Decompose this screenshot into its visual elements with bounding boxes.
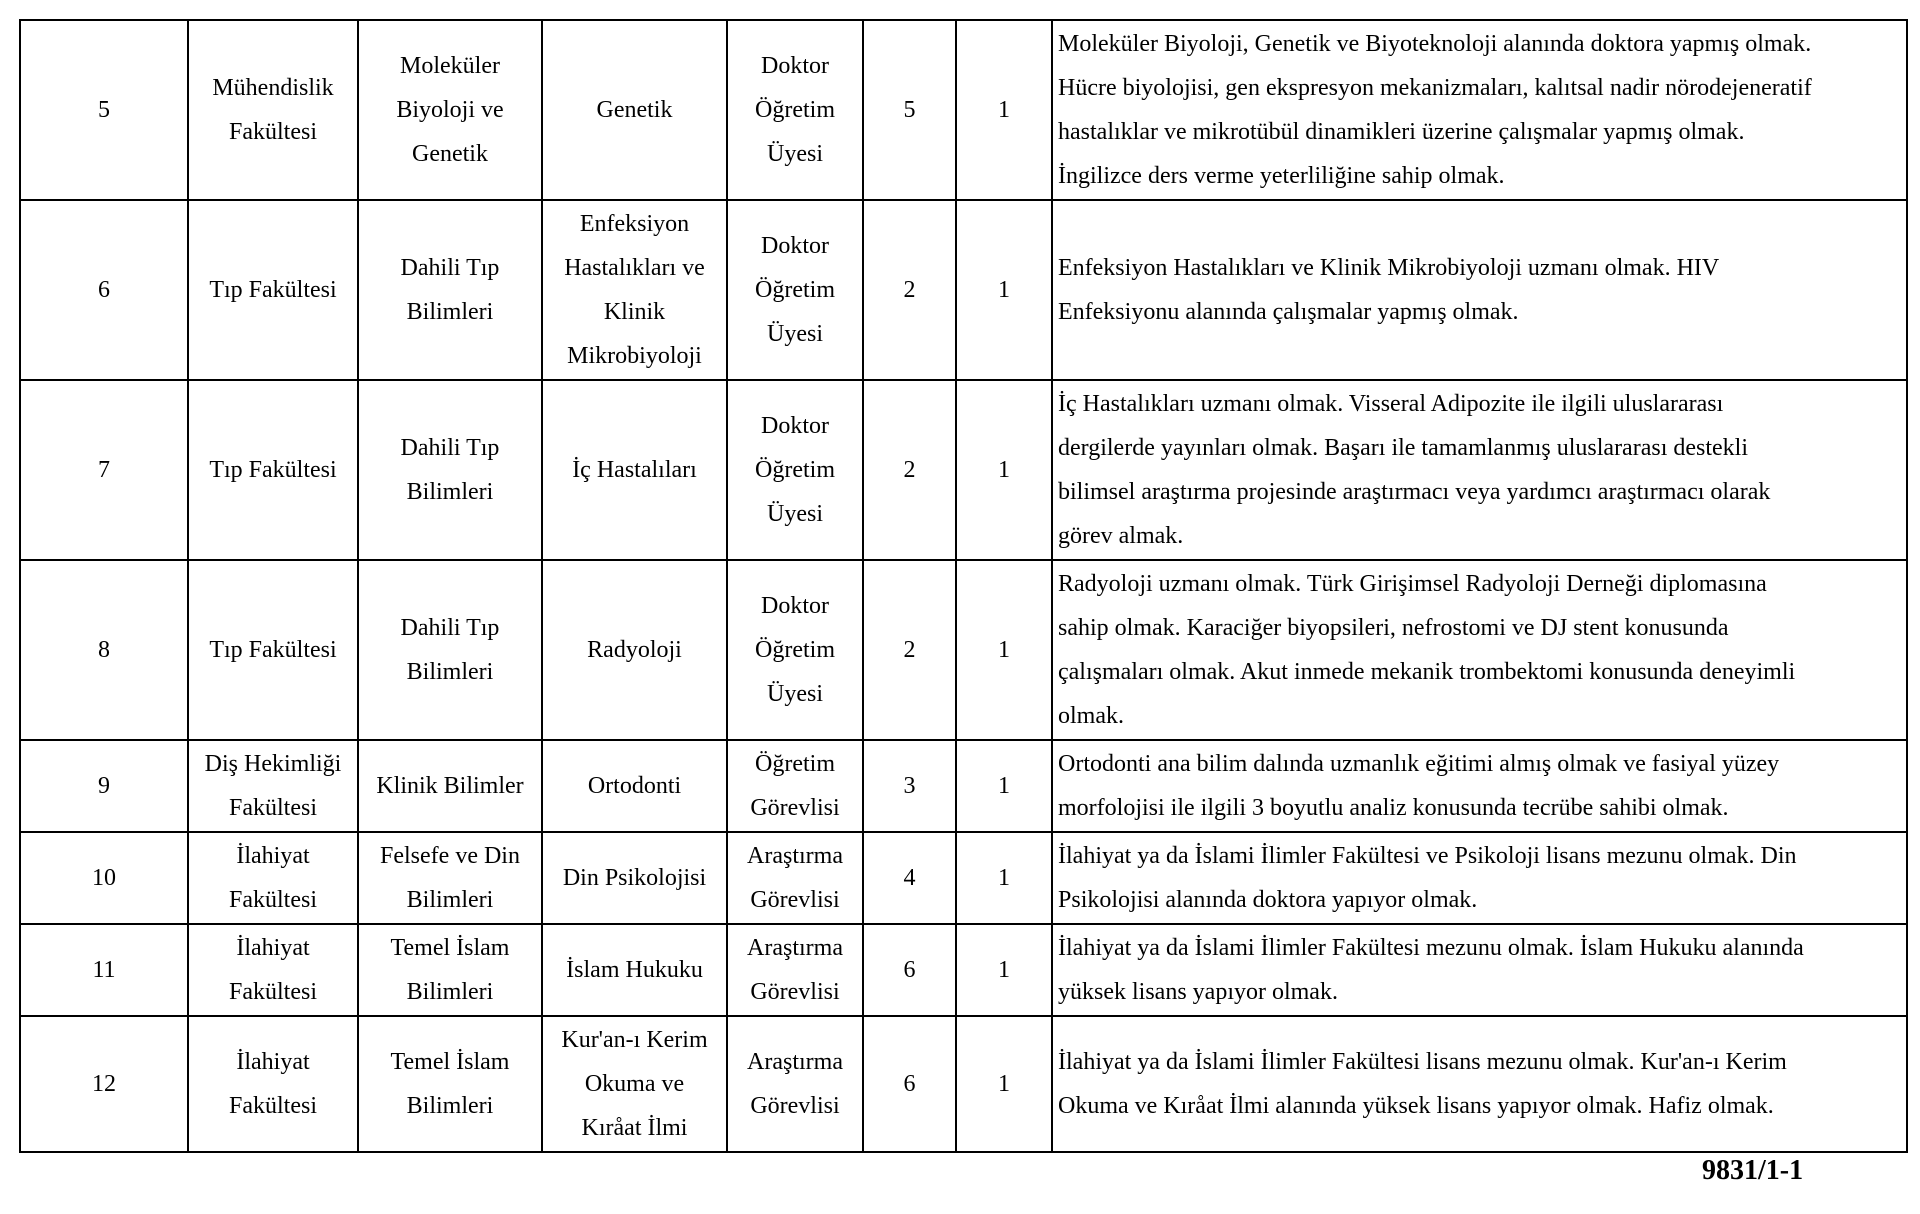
cell-line: Bilimleri xyxy=(406,979,494,1005)
cell-line: Öğretim xyxy=(755,457,835,483)
cell-line: İlahiyat xyxy=(236,843,310,869)
cell-program xyxy=(542,1016,727,1152)
cell-line: Biyoloji ve xyxy=(396,97,504,123)
cell-line: Görevlisi xyxy=(750,979,840,1005)
cell-line: Araştırma xyxy=(747,843,843,869)
table-row xyxy=(20,1016,1907,1152)
cell-degree: 3 xyxy=(863,740,956,832)
requirement-line: morfolojisi ile ilgili 3 boyutlu analiz konusunda tecrübe sahibi olmak. xyxy=(1058,795,1729,821)
requirement-line: yüksek lisans yapıyor olmak. xyxy=(1058,979,1338,1005)
cell-no: 11 xyxy=(20,924,188,1016)
cell-line: Fakültesi xyxy=(229,795,317,821)
cell-count: 1 xyxy=(956,924,1052,1016)
cell-requirements xyxy=(1052,200,1907,380)
cell-line: Öğretim xyxy=(755,277,835,303)
cell-line: Fakültesi xyxy=(229,119,317,145)
cell-title xyxy=(727,924,863,1016)
table-row xyxy=(20,832,1907,924)
cell-line: İç Hastalıları xyxy=(572,457,697,483)
requirement-line: olmak. xyxy=(1058,703,1124,729)
cell-line: Araştırma xyxy=(747,935,843,961)
cell-line: Doktor xyxy=(761,53,829,79)
cell-line: Bilimleri xyxy=(406,1093,494,1119)
cell-program xyxy=(542,924,727,1016)
cell-line: Klinik Bilimler xyxy=(376,773,524,799)
cell-requirements xyxy=(1052,924,1907,1016)
cell-title xyxy=(727,560,863,740)
cell-degree: 2 xyxy=(863,380,956,560)
document-code: 9831/1-1 xyxy=(1702,1155,1804,1186)
requirement-line: İlahiyat ya da İslami İlimler Fakültesi lisans mezunu olmak. Kur'an-ı Kerim xyxy=(1058,1049,1787,1075)
cell-department xyxy=(358,832,542,924)
cell-line: Tıp Fakültesi xyxy=(209,637,337,663)
requirement-line: bilimsel araştırma projesinde araştırmacı veya yardımcı araştırmacı olarak xyxy=(1058,479,1771,505)
cell-count: 1 xyxy=(956,200,1052,380)
cell-program xyxy=(542,200,727,380)
cell-no: 7 xyxy=(20,380,188,560)
requirement-line: Psikolojisi alanında doktora yapıyor olmak. xyxy=(1058,887,1478,913)
cell-line: Hastalıkları ve xyxy=(564,255,705,281)
cell-line: Mühendislik xyxy=(212,75,334,101)
cell-requirements xyxy=(1052,740,1907,832)
cell-line: Bilimleri xyxy=(406,659,494,685)
cell-line: Diş Hekimliği xyxy=(204,751,342,777)
cell-line: Görevlisi xyxy=(750,887,840,913)
cell-requirements xyxy=(1052,20,1907,200)
cell-faculty xyxy=(188,1016,358,1152)
requirement-line: sahip olmak. Karaciğer biyopsileri, nefrostomi ve DJ stent konusunda xyxy=(1058,615,1729,641)
cell-line: Klinik xyxy=(603,299,666,325)
cell-count: 1 xyxy=(956,560,1052,740)
table-row xyxy=(20,200,1907,380)
cell-line: Öğretim xyxy=(755,637,835,663)
table-row xyxy=(20,560,1907,740)
requirement-line: çalışmaları olmak. Akut inmede mekanik trombektomi konusunda deneyimli xyxy=(1058,659,1796,685)
cell-line: Üyesi xyxy=(767,681,823,707)
cell-faculty xyxy=(188,924,358,1016)
cell-program xyxy=(542,740,727,832)
cell-count: 1 xyxy=(956,740,1052,832)
requirement-line: dergilerde yayınları olmak. Başarı ile tamamlanmış uluslararası destekli xyxy=(1058,435,1749,461)
requirement-line: Radyoloji uzmanı olmak. Türk Girişimsel Radyoloji Derneği diplomasına xyxy=(1058,571,1767,597)
cell-degree: 2 xyxy=(863,560,956,740)
requirement-line: görev almak. xyxy=(1058,523,1184,549)
cell-line: Üyesi xyxy=(767,501,823,527)
cell-department xyxy=(358,380,542,560)
cell-faculty xyxy=(188,740,358,832)
cell-requirements xyxy=(1052,832,1907,924)
cell-line: Görevlisi xyxy=(750,795,840,821)
cell-no: 9 xyxy=(20,740,188,832)
cell-line: Bilimleri xyxy=(406,479,494,505)
cell-degree: 2 xyxy=(863,200,956,380)
cell-line: Kur'an-ı Kerim xyxy=(561,1027,708,1053)
cell-requirements xyxy=(1052,1016,1907,1152)
cell-line: Dahili Tıp xyxy=(400,615,500,641)
cell-line: Tıp Fakültesi xyxy=(209,277,337,303)
cell-department xyxy=(358,560,542,740)
cell-count: 1 xyxy=(956,380,1052,560)
requirement-line: İç Hastalıkları uzmanı olmak. Visseral Adipozite ile ilgili uluslararası xyxy=(1058,391,1724,417)
cell-title xyxy=(727,832,863,924)
table-body xyxy=(20,20,1907,1152)
cell-title xyxy=(727,380,863,560)
cell-line: Radyoloji xyxy=(587,637,682,663)
cell-program xyxy=(542,20,727,200)
requirement-line: İngilizce ders verme yeterliliğine sahip olmak. xyxy=(1058,163,1505,189)
cell-department xyxy=(358,740,542,832)
cell-line: Öğretim xyxy=(755,97,835,123)
cell-line: Mikrobiyoloji xyxy=(567,343,702,369)
cell-line: Dahili Tıp xyxy=(400,255,500,281)
requirement-line: Enfeksiyon Hastalıkları ve Klinik Mikrobiyoloji uzmanı olmak. HIV xyxy=(1058,255,1720,281)
cell-department xyxy=(358,20,542,200)
table-row xyxy=(20,740,1907,832)
cell-faculty xyxy=(188,380,358,560)
cell-no: 6 xyxy=(20,200,188,380)
requirement-line: İlahiyat ya da İslami İlimler Fakültesi ve Psikoloji lisans mezunu olmak. Din xyxy=(1058,843,1797,869)
cell-line: İlahiyat xyxy=(236,1049,310,1075)
cell-title xyxy=(727,20,863,200)
cell-line: Araştırma xyxy=(747,1049,843,1075)
cell-department xyxy=(358,1016,542,1152)
cell-line: Temel İslam xyxy=(390,935,510,961)
cell-title xyxy=(727,740,863,832)
cell-line: Okuma ve xyxy=(584,1071,685,1097)
cell-no: 8 xyxy=(20,560,188,740)
cell-line: Doktor xyxy=(761,233,829,259)
cell-faculty xyxy=(188,832,358,924)
cell-no: 12 xyxy=(20,1016,188,1152)
cell-line: Bilimleri xyxy=(406,887,494,913)
table-row xyxy=(20,380,1907,560)
cell-line: Üyesi xyxy=(767,141,823,167)
cell-no: 5 xyxy=(20,20,188,200)
cell-department xyxy=(358,200,542,380)
cell-program xyxy=(542,560,727,740)
cell-line: Genetik xyxy=(596,97,673,123)
cell-faculty xyxy=(188,560,358,740)
cell-line: Bilimleri xyxy=(406,299,494,325)
cell-faculty xyxy=(188,20,358,200)
cell-line: Fakültesi xyxy=(229,1093,317,1119)
cell-count: 1 xyxy=(956,1016,1052,1152)
cell-line: Temel İslam xyxy=(390,1049,510,1075)
table-row xyxy=(20,924,1907,1016)
cell-line: Felsefe ve Din xyxy=(380,843,520,869)
cell-line: Ortodonti xyxy=(587,773,682,799)
cell-title xyxy=(727,200,863,380)
cell-program xyxy=(542,832,727,924)
cell-line: Doktor xyxy=(761,593,829,619)
cell-count: 1 xyxy=(956,832,1052,924)
cell-line: Doktor xyxy=(761,413,829,439)
cell-line: Öğretim xyxy=(755,751,835,777)
cell-degree: 4 xyxy=(863,832,956,924)
cell-line: Moleküler xyxy=(400,53,500,79)
cell-degree: 6 xyxy=(863,924,956,1016)
cell-requirements xyxy=(1052,560,1907,740)
cell-line: Fakültesi xyxy=(229,887,317,913)
cell-line: İslam Hukuku xyxy=(566,957,703,983)
table-row xyxy=(20,20,1907,200)
cell-line: Genetik xyxy=(412,141,488,167)
cell-line: Enfeksiyon xyxy=(579,211,690,237)
requirement-line: Moleküler Biyoloji, Genetik ve Biyoteknoloji alanında doktora yapmış olmak. xyxy=(1058,31,1812,57)
cell-line: Kıråat İlmi xyxy=(581,1115,688,1141)
cell-degree: 5 xyxy=(863,20,956,200)
requirement-line: hastalıklar ve mikrotübül dinamikleri üzerine çalışmalar yapmış olmak. xyxy=(1058,119,1745,145)
cell-requirements xyxy=(1052,380,1907,560)
cell-line: Fakültesi xyxy=(229,979,317,1005)
cell-count: 1 xyxy=(956,20,1052,200)
cell-department xyxy=(358,924,542,1016)
cell-line: İlahiyat xyxy=(236,935,310,961)
staff-positions-table xyxy=(19,19,1908,1153)
requirement-line: Hücre biyolojisi, gen ekspresyon mekanizmaları, kalıtsal nadir nörodejeneratif xyxy=(1058,75,1812,101)
requirement-line: Okuma ve Kıråat İlmi alanında yüksek lisans yapıyor olmak. Hafiz olmak. xyxy=(1058,1093,1774,1119)
cell-line: Tıp Fakültesi xyxy=(209,457,337,483)
cell-line: Görevlisi xyxy=(750,1093,840,1119)
cell-line: Üyesi xyxy=(767,321,823,347)
cell-degree: 6 xyxy=(863,1016,956,1152)
requirement-line: İlahiyat ya da İslami İlimler Fakültesi mezunu olmak. İslam Hukuku alanında xyxy=(1058,935,1804,961)
cell-title xyxy=(727,1016,863,1152)
cell-line: Dahili Tıp xyxy=(400,435,500,461)
cell-faculty xyxy=(188,200,358,380)
cell-no: 10 xyxy=(20,832,188,924)
cell-program xyxy=(542,380,727,560)
requirement-line: Enfeksiyonu alanında çalışmalar yapmış olmak. xyxy=(1058,299,1519,325)
cell-line: Din Psikolojisi xyxy=(562,865,707,891)
requirement-line: Ortodonti ana bilim dalında uzmanlık eğitimi almış olmak ve fasiyal yüzey xyxy=(1058,751,1780,777)
